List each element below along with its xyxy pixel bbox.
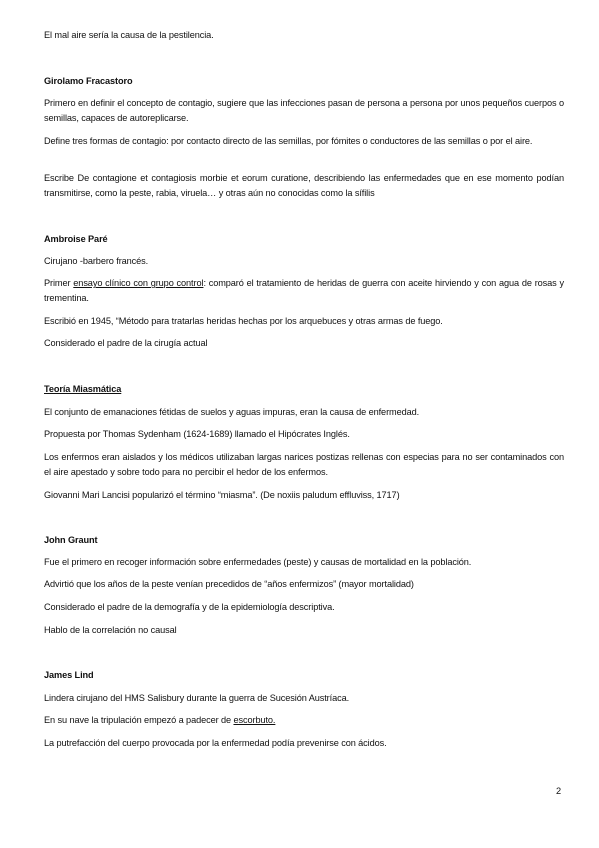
graunt-paragraph-3: Considerado el padre de la demografía y de la epidemiología descriptiva. — [44, 602, 335, 612]
miasma-paragraph-2: Propuesta por Thomas Sydenham (1624-1689) llamado el Hipócrates Inglés. — [44, 429, 350, 439]
fracastoro-paragraph-1: Primero en definir el concepto de contagio, sugiere que las infecciones pasan de persona a persona por unos pequeños cuerpos o semillas, capaces de autoreplicarse. — [44, 98, 564, 123]
escorbuto-link: escorbuto. — [233, 715, 276, 725]
miasma-paragraph-3: Los enfermos eran aislados y los médicos utilizaban largas narices postizas rellenas con especias para no ser contaminados con el aire apestado y sobre todo para no percibir el hedor de los enfermos. — [44, 452, 564, 477]
pare-paragraph-2 — [44, 276, 564, 306]
heading-lind: James Lind — [44, 670, 94, 680]
lind-paragraph-2 — [44, 713, 564, 728]
miasma-paragraph-1: El conjunto de emanaciones fétidas de suelos y aguas impuras, eran la causa de enfermedad. — [44, 407, 420, 417]
ensayo-clinico-link: ensayo clínico con grupo control — [73, 278, 204, 288]
heading-miasma: Teoría Miasmática — [44, 384, 122, 394]
pare-paragraph-3: Escribió en 1945, “Método para tratarlas heridas hechas por los arquebuces y otras armas de fuego. — [44, 316, 443, 326]
heading-fracastoro: Girolamo Fracastoro — [44, 76, 133, 86]
fracastoro-paragraph-2: Define tres formas de contagio: por contacto directo de las semillas, por fómites o conductores de las semillas o por el aire. — [44, 136, 533, 146]
graunt-paragraph-1: Fue el primero en recoger información sobre enfermedades (peste) y causas de mortalidad en la población. — [44, 557, 472, 567]
intro-text: El mal aire sería la causa de la pestilencia. — [44, 30, 214, 40]
heading-pare: Ambroise Paré — [44, 234, 108, 244]
miasma-paragraph-4: Giovanni Mari Lancisi popularizó el término “miasma”. (De noxiis paludum effluviss, 1717) — [44, 490, 400, 500]
lind-p2-pre: En su nave la tripulación empezó a padecer de — [44, 715, 234, 725]
page-number: 2 — [556, 786, 562, 796]
pare-paragraph-4: Considerado el padre de la cirugía actual — [44, 338, 208, 348]
graunt-paragraph-2: Advirtió que los años de la peste venían precedidos de “años enfermizos” (mayor mortalidad) — [44, 579, 414, 589]
graunt-paragraph-4: Hablo de la correlación no causal — [44, 625, 177, 635]
heading-graunt: John Graunt — [44, 535, 98, 545]
pare-p2-pre: Primer — [44, 278, 74, 288]
pare-paragraph-1: Cirujano -barbero francés. — [44, 256, 149, 266]
pare-p2-post: : comparó el tratamiento de heridas de guerra con aceite hirviendo y con agua de rosas y trementina. — [44, 278, 564, 303]
fracastoro-paragraph-3: Escribe De contagione et contagiosis morbie et eorum curatione, describiendo las enfermedades que en ese momento podían transmitirse, como la peste, rabia, viruela… y otras aún no conocidas como la sífilis — [44, 173, 564, 198]
lind-paragraph-1: Lindera cirujano del HMS Salisbury durante la guerra de Sucesión Austríaca. — [44, 693, 350, 703]
lind-paragraph-3: La putrefacción del cuerpo provocada por la enfermedad podía prevenirse con ácidos. — [44, 738, 387, 748]
